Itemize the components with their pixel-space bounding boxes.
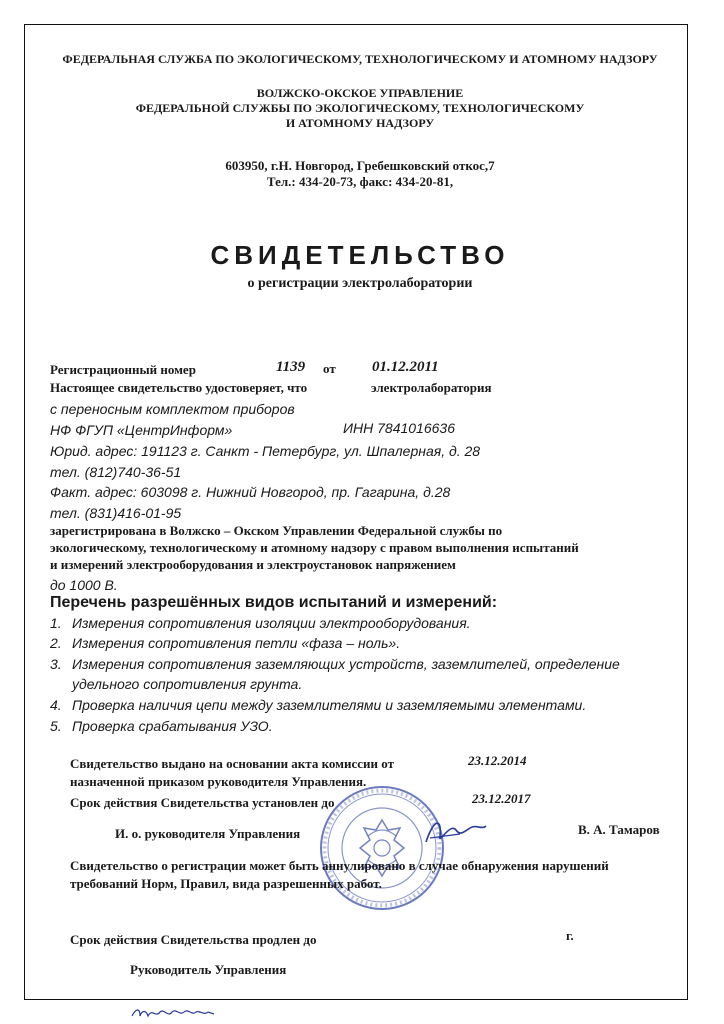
handwritten-mark-icon	[128, 1004, 218, 1022]
organization-name: НФ ФГУП «ЦентрИнформ»	[50, 422, 233, 438]
registered-line-2: экологическому, технологическому и атомному надзору с правом выполнения испытаний	[50, 540, 579, 555]
department-line-1: ВОЛЖСКО-ОКСКОЕ УПРАВЛЕНИЕ	[256, 86, 464, 100]
list-item	[50, 615, 471, 631]
department-address: 603950, г.Н. Новгород, Гребешковский откос,7	[225, 158, 495, 173]
department-line-3: И АТОМНОМУ НАДЗОРУ	[285, 116, 435, 130]
certified-subject: электролаборатория	[371, 380, 492, 395]
validity-label: Срок действия Свидетельства установлен до	[70, 795, 335, 810]
revocation-line-1: Свидетельство о регистрации может быть аннулировано в случае обнаружения нарушений	[70, 858, 609, 873]
certifies-label: Настоящее свидетельство удостоверяет, что	[50, 380, 308, 395]
signer-name: В. А. Тамаров	[578, 822, 660, 837]
list-item-number: 5.	[50, 718, 62, 734]
legal-address: Юрид. адрес: 191123 г. Санкт - Петербург, ул. Шпалерная, д. 28	[50, 443, 481, 459]
department-phone: Тел.: 434-20-73, факс: 434-20-81,	[266, 174, 454, 189]
list-item-text: Измерения сопротивления изоляции электрооборудования.	[72, 615, 471, 631]
list-item	[50, 656, 620, 672]
issuance-basis-date: 23.12.2014	[468, 753, 527, 768]
voltage-limit: до 1000 В.	[50, 577, 118, 593]
revocation-line-2: требований Норм, Правил, вида разрешенных работ.	[70, 876, 382, 891]
organization-inn: ИНН 7841016636	[343, 420, 455, 436]
list-item-number: 2.	[50, 635, 62, 651]
list-item	[50, 697, 586, 713]
list-item-number: 4.	[50, 697, 62, 713]
document-subtitle: о регистрации электролаборатории	[247, 276, 473, 291]
issuance-basis-line-1: Свидетельство выдано на основании акта комиссии от	[70, 756, 394, 771]
list-item-text: Измерения сопротивления заземляющих устройств, заземлителей, определение	[72, 656, 620, 672]
extension-label: Срок действия Свидетельства продлен до	[70, 932, 317, 947]
actual-address: Факт. адрес: 603098 г. Нижний Новгород, пр. Гагарина, д.28	[50, 484, 451, 500]
subject-detail: с переносным комплектом приборов	[50, 401, 295, 417]
registration-number: 1139	[276, 359, 306, 375]
head-label: Руководитель Управления	[130, 962, 287, 977]
agency-name: ФЕДЕРАЛЬНАЯ СЛУЖБА ПО ЭКОЛОГИЧЕСКОМУ, ТЕХНОЛОГИЧЕСКОМУ И АТОМНОМУ НАДЗОРУ	[62, 52, 658, 66]
signer-title: И. о. руководителя Управления	[115, 826, 301, 841]
list-item-text: Измерения сопротивления петли «фаза – ноль».	[72, 635, 401, 651]
list-item	[50, 635, 400, 651]
list-item-text: Проверка наличия цепи между заземлителями и заземляемыми элементами.	[72, 697, 587, 713]
list-item-text: Проверка срабатывания УЗО.	[72, 718, 273, 734]
registered-line-1: зарегистрирована в Волжско – Окском Управлении Федеральной службы по	[50, 523, 503, 538]
list-item	[50, 718, 273, 734]
list-item-number: 1.	[50, 615, 62, 631]
registration-date: 01.12.2011	[372, 359, 439, 375]
department-line-2: ФЕДЕРАЛЬНОЙ СЛУЖБЫ ПО ЭКОЛОГИЧЕСКОМУ, ТЕХНОЛОГИЧЕСКОМУ	[135, 101, 585, 115]
list-item-number: 3.	[50, 656, 62, 672]
registration-number-label: Регистрационный номер	[50, 362, 196, 377]
actual-phone: тел. (831)416-01-95	[50, 505, 182, 521]
tests-heading: Перечень разрешённых видов испытаний и измерений:	[50, 594, 498, 611]
year-suffix: г.	[566, 928, 574, 943]
signature-icon	[420, 812, 490, 852]
list-item-continuation: удельного сопротивления грунта.	[72, 676, 303, 692]
legal-phone: тел. (812)740-36-51	[50, 464, 182, 480]
validity-date: 23.12.2017	[472, 791, 531, 806]
document-title: СВИДЕТЕЛЬСТВО	[210, 240, 510, 270]
registered-line-3: и измерений электрооборудования и электроустановок напряжением	[50, 557, 456, 572]
issuance-basis-line-2: назначенной приказом руководителя Управления.	[70, 774, 367, 789]
registration-from-label: от	[323, 361, 336, 376]
